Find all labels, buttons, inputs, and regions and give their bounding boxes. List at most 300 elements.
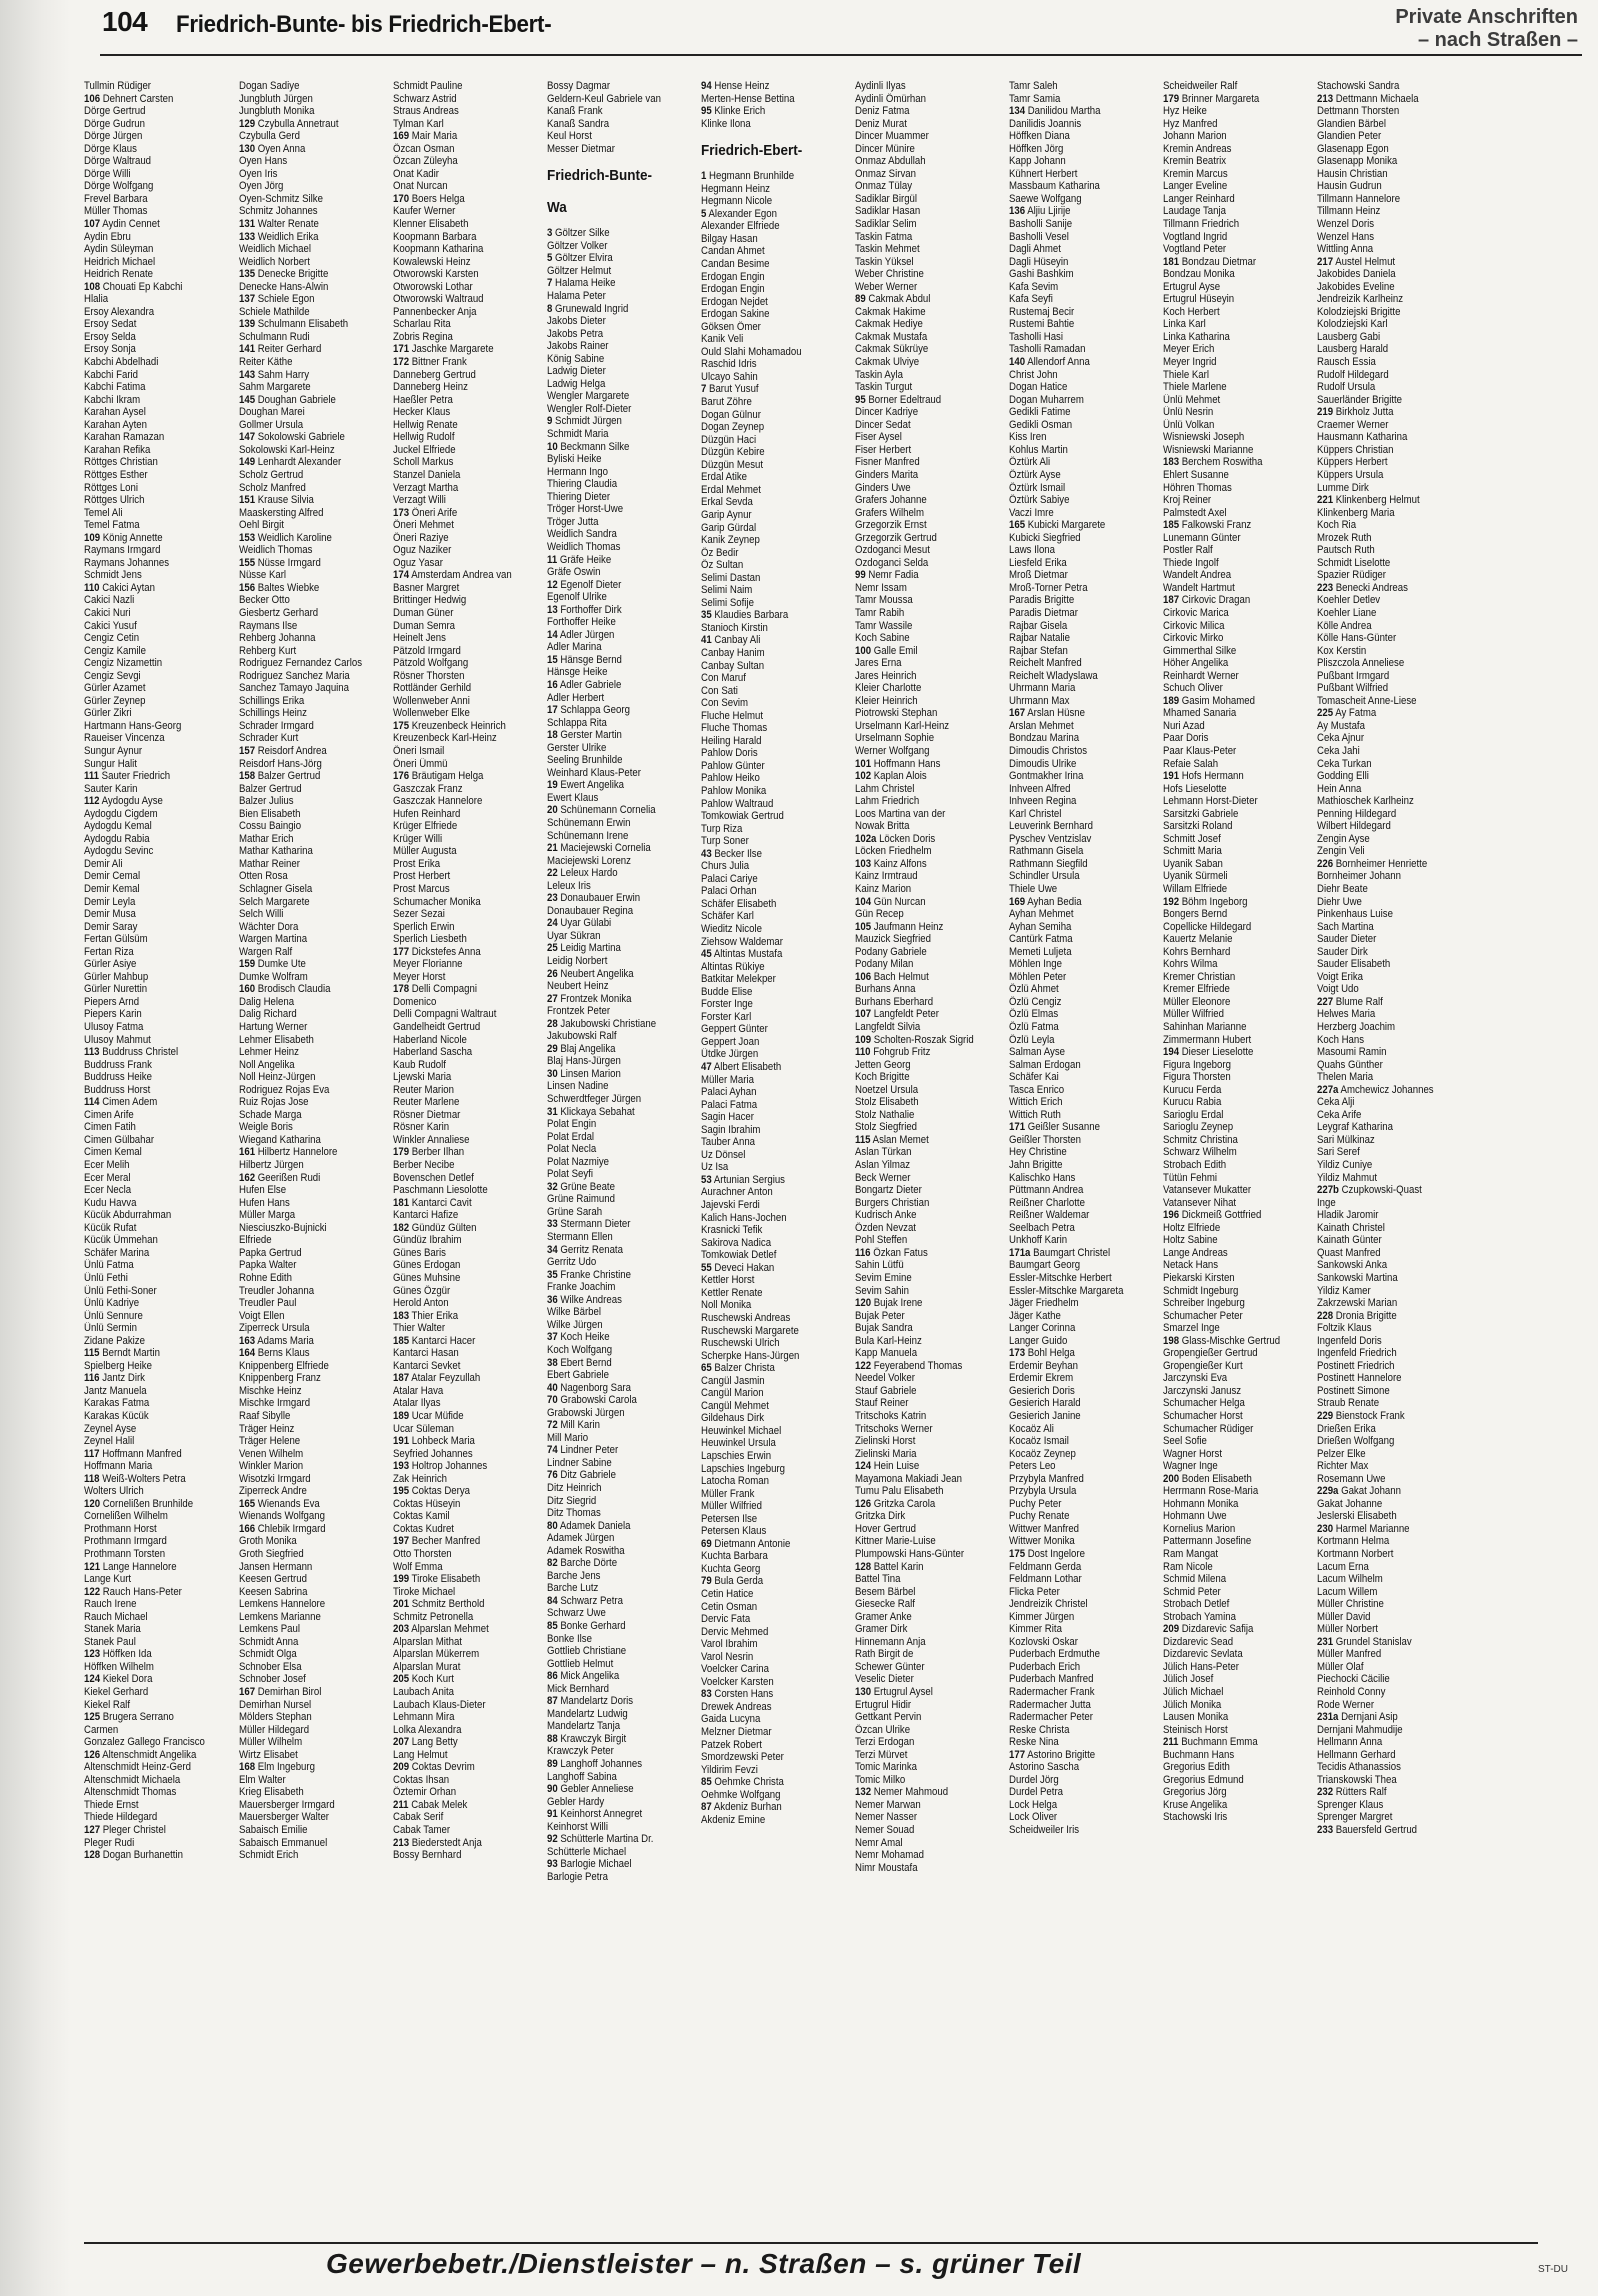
resident-name: Noetzel Ursula xyxy=(855,1083,919,1096)
resident-name: Sadiklar Selim xyxy=(855,218,917,231)
directory-entry xyxy=(1317,607,1455,620)
resident-name: Ram Mangat xyxy=(1163,1547,1219,1560)
resident-name: Weidlich Karoline xyxy=(257,531,332,544)
directory-entry xyxy=(393,180,531,193)
resident-name: Fluche Thomas xyxy=(701,722,768,735)
directory-entry xyxy=(84,1059,222,1072)
directory-entry xyxy=(1163,1372,1301,1385)
directory-entry xyxy=(1317,1811,1455,1824)
directory-entry xyxy=(239,1448,377,1461)
directory-entry xyxy=(855,682,993,695)
directory-entry xyxy=(1163,632,1301,645)
house-number: 147 xyxy=(239,431,256,444)
resident-name: Weber Werner xyxy=(855,280,918,293)
directory-entry xyxy=(547,842,685,855)
house-number: 199 xyxy=(393,1573,410,1586)
resident-name: Denecke Hans-Alwin xyxy=(239,280,329,293)
resident-name: Gramer Anke xyxy=(855,1610,912,1623)
directory-entry xyxy=(1317,1699,1455,1712)
directory-entry xyxy=(239,193,377,206)
directory-entry xyxy=(1009,1385,1147,1398)
house-number: 153 xyxy=(239,531,256,544)
resident-name: Schrader Irmgard xyxy=(239,719,314,732)
directory-entry xyxy=(855,1623,993,1636)
directory-entry xyxy=(1163,507,1301,520)
directory-entry xyxy=(1317,369,1455,382)
resident-name: Becker Otto xyxy=(239,594,290,607)
resident-name: Pyschev Ventzislav xyxy=(1009,832,1092,845)
resident-name: Przybyla Ursula xyxy=(1009,1485,1077,1498)
resident-name: Tamr Saleh xyxy=(1009,80,1058,92)
resident-name: Kanaß Frank xyxy=(547,105,603,118)
resident-name: Mick Angelika xyxy=(560,1670,620,1683)
house-number: 33 xyxy=(547,1218,558,1231)
directory-entry xyxy=(1009,1824,1147,1837)
directory-entry xyxy=(239,544,377,557)
house-number: 233 xyxy=(1317,1824,1334,1837)
resident-name: Alparslan Mükerrem xyxy=(393,1648,480,1661)
directory-entry xyxy=(239,1561,377,1574)
directory-entry xyxy=(239,1786,377,1799)
resident-name: Ünlü Fethi xyxy=(84,1271,128,1284)
directory-entry xyxy=(547,315,685,328)
resident-name: Quahs Günther xyxy=(1317,1058,1383,1071)
house-number: 229 xyxy=(1317,1409,1334,1422)
house-number: 130 xyxy=(855,1686,872,1698)
directory-entry xyxy=(239,896,377,909)
directory-entry xyxy=(239,908,377,921)
resident-name: Jarczynski Eva xyxy=(1163,1372,1228,1385)
directory-entry xyxy=(855,1109,993,1122)
resident-name: Schrader Kurt xyxy=(239,732,299,745)
house-number: 178 xyxy=(393,983,410,996)
directory-entry xyxy=(855,1636,993,1649)
directory-entry xyxy=(393,632,531,645)
resident-name: Otworowski Lothar xyxy=(393,280,473,293)
resident-name: Sauter Karin xyxy=(84,782,138,795)
directory-entry xyxy=(701,1061,839,1074)
resident-name: Cakici Aytan xyxy=(102,581,155,594)
directory-entry xyxy=(855,820,993,833)
directory-entry xyxy=(855,1272,993,1285)
resident-name: Franke Christine xyxy=(560,1268,631,1281)
directory-entry xyxy=(393,1209,531,1222)
resident-name: Dimoudis Ulrike xyxy=(1009,757,1077,770)
directory-entry xyxy=(547,1131,685,1144)
resident-name: Pahlow Doris xyxy=(701,747,758,760)
resident-name: Adler Marina xyxy=(547,641,602,654)
directory-entry xyxy=(547,616,685,629)
directory-entry xyxy=(701,1212,839,1225)
directory-entry xyxy=(547,1582,685,1595)
house-number: 163 xyxy=(239,1334,256,1347)
resident-name: Hlalia xyxy=(84,293,109,306)
resident-name: Latocha Roman xyxy=(701,1475,769,1488)
directory-entry xyxy=(84,1008,222,1021)
directory-entry xyxy=(239,180,377,193)
directory-entry xyxy=(701,346,839,359)
resident-name: Glasenapp Monika xyxy=(1317,155,1398,168)
directory-entry xyxy=(393,1661,531,1674)
directory-entry xyxy=(547,855,685,868)
resident-name: Peters Leo xyxy=(1009,1460,1056,1473)
resident-name: Heiling Harald xyxy=(701,734,762,747)
directory-entry xyxy=(701,848,839,861)
resident-name: Sadiklar Birgül xyxy=(855,192,918,205)
resident-name: Oyen Jörg xyxy=(239,180,284,193)
resident-name: Mick Bernhard xyxy=(547,1682,610,1695)
directory-entry xyxy=(1009,1209,1147,1222)
resident-name: Jakobides Eveline xyxy=(1317,280,1395,293)
resident-name: Reißner Waldemar xyxy=(1009,1209,1090,1222)
directory-entry xyxy=(393,1485,531,1498)
resident-name: Weidlich Michael xyxy=(239,243,312,256)
resident-name: Netack Hans xyxy=(1163,1259,1219,1272)
resident-name: Cakici Nazli xyxy=(84,594,135,607)
directory-entry xyxy=(84,1134,222,1147)
directory-entry xyxy=(1317,1460,1455,1473)
directory-entry xyxy=(547,130,685,143)
directory-entry xyxy=(547,1520,685,1533)
directory-entry xyxy=(84,1724,222,1737)
resident-name: Cakmak Ulviye xyxy=(855,356,920,369)
house-number: 125 xyxy=(84,1711,101,1724)
resident-name: Tumu Palu Elisabeth xyxy=(855,1485,944,1498)
directory-entry xyxy=(701,1601,839,1614)
resident-name: Gün Nurcan xyxy=(873,895,926,908)
resident-name: Zeynel Halil xyxy=(84,1435,135,1448)
directory-entry xyxy=(1317,180,1455,193)
resident-name: Raymans Johannes xyxy=(84,556,170,569)
resident-name: Rathmann Gisela xyxy=(1009,845,1084,858)
directory-entry xyxy=(239,582,377,595)
directory-entry xyxy=(547,1507,685,1520)
directory-entry xyxy=(855,356,993,369)
directory-entry xyxy=(701,183,839,196)
resident-name: Tamr Rabih xyxy=(855,606,905,619)
directory-entry xyxy=(1163,1021,1301,1034)
directory-entry xyxy=(547,1871,685,1884)
directory-entry xyxy=(239,745,377,758)
resident-name: Jakobs Dieter xyxy=(547,315,606,328)
resident-name: Hoffmann Manfred xyxy=(102,1447,182,1460)
resident-name: Öz Bedir xyxy=(701,546,739,559)
directory-entry xyxy=(1009,1247,1147,1260)
resident-name: Kortmann Norbert xyxy=(1317,1547,1394,1560)
resident-name: Kruse Angelika xyxy=(1163,1798,1228,1811)
resident-name: Alparslan Mithat xyxy=(393,1635,462,1648)
resident-name: Yildiz Mahmut xyxy=(1317,1171,1378,1184)
resident-name: Müller Maria xyxy=(701,1073,754,1086)
resident-name: Frontzek Monika xyxy=(560,992,632,1005)
directory-entry xyxy=(1163,1046,1301,1059)
directory-entry xyxy=(547,365,685,378)
resident-name: Stermann Dieter xyxy=(560,1218,631,1231)
street-heading: Friedrich-Ebert- xyxy=(701,142,803,160)
house-number: 176 xyxy=(393,770,410,783)
resident-name: Müller Wilhelm xyxy=(239,1736,303,1749)
resident-name: Urselmann Sophie xyxy=(855,732,935,745)
resident-name: Stermann Ellen xyxy=(547,1231,613,1244)
house-number: 130 xyxy=(239,142,256,155)
resident-name: Selch Margarete xyxy=(239,895,310,908)
resident-name: Aydogdu Cigdem xyxy=(84,807,158,820)
resident-name: Linka Katharina xyxy=(1163,330,1230,343)
resident-name: Ewert Klaus xyxy=(547,791,599,804)
house-number: 126 xyxy=(84,1748,101,1761)
directory-entry xyxy=(84,544,222,557)
resident-name: Sarsitzki Roland xyxy=(1163,820,1233,833)
directory-entry xyxy=(1009,1636,1147,1649)
resident-name: Sach Martina xyxy=(1317,920,1374,933)
house-number: 191 xyxy=(393,1435,410,1448)
resident-name: Dettmann Thorsten xyxy=(1317,105,1400,118)
directory-entry xyxy=(393,205,531,218)
resident-name: Czybulla Gerd xyxy=(239,130,300,143)
resident-name: Tamr Moussa xyxy=(855,594,913,607)
directory-entry xyxy=(1317,1724,1455,1737)
resident-name: Winkler Annaliese xyxy=(393,1133,470,1146)
house-number: 223 xyxy=(1317,581,1334,594)
resident-name: Schmitt Maria xyxy=(1163,845,1222,858)
resident-name: Con Sati xyxy=(701,684,738,697)
house-number: 193 xyxy=(393,1460,410,1473)
directory-entry xyxy=(1317,695,1455,708)
house-number: 19 xyxy=(547,779,558,792)
directory-entry xyxy=(1317,1686,1455,1699)
resident-name: Kabchi Abdelhadi xyxy=(84,356,159,369)
footer-code: ST-DU xyxy=(1538,2264,1568,2275)
directory-entry xyxy=(84,783,222,796)
directory-entry xyxy=(84,996,222,1009)
directory-entry xyxy=(855,1071,993,1084)
house-number: 16 xyxy=(547,678,558,691)
directory-entry xyxy=(547,528,685,541)
directory-entry xyxy=(701,973,839,986)
resident-name: Müller Marga xyxy=(239,1209,296,1222)
resident-name: Lemkens Paul xyxy=(239,1623,300,1636)
directory-entry xyxy=(547,378,685,391)
directory-entry xyxy=(1317,896,1455,909)
directory-entry xyxy=(855,1059,993,1072)
resident-name: Kanik Veli xyxy=(701,333,744,346)
directory-entry xyxy=(1009,1523,1147,1536)
resident-name: Kurucu Rabia xyxy=(1163,1096,1222,1109)
directory-entry xyxy=(855,168,993,181)
directory-column xyxy=(1009,80,1169,2230)
resident-name: Raymans Ilse xyxy=(239,619,298,632)
directory-entry xyxy=(701,1387,839,1400)
directory-entry xyxy=(1009,1811,1147,1824)
resident-name: Heuwinkel Ursula xyxy=(701,1437,776,1450)
resident-name: Ziperreck Ursula xyxy=(239,1322,310,1335)
resident-name: Con Sevim xyxy=(701,697,749,710)
directory-entry xyxy=(855,1347,993,1360)
directory-entry xyxy=(547,340,685,353)
resident-name: Schumacher Horst xyxy=(1163,1409,1243,1422)
directory-entry xyxy=(393,1586,531,1599)
resident-name: Stolz Siegfried xyxy=(855,1121,918,1134)
resident-name: Aydinli Ömürhan xyxy=(855,92,926,105)
house-number: 183 xyxy=(1163,456,1180,469)
house-number: 181 xyxy=(393,1196,410,1209)
house-number: 35 xyxy=(547,1268,558,1281)
directory-entry xyxy=(701,785,839,798)
directory-entry xyxy=(239,1611,377,1624)
resident-name: Aydin Ebru xyxy=(84,230,131,243)
resident-name: Jares Heinrich xyxy=(855,669,917,682)
directory-entry xyxy=(393,419,531,432)
directory-entry xyxy=(1009,1573,1147,1586)
resident-name: Gregorius Edith xyxy=(1163,1761,1230,1774)
resident-name: Grafers Wilhelm xyxy=(855,506,924,519)
house-number: 14 xyxy=(547,628,558,641)
directory-entry xyxy=(393,971,531,984)
directory-entry xyxy=(1009,1084,1147,1097)
resident-name: Noll Heinz-Jürgen xyxy=(239,1071,316,1084)
directory-entry xyxy=(1317,1673,1455,1686)
resident-name: Sarioglu Zeynep xyxy=(1163,1121,1234,1134)
house-number: 228 xyxy=(1317,1309,1334,1322)
directory-entry xyxy=(1163,444,1301,457)
directory-entry xyxy=(547,1269,685,1282)
resident-name: Duman Semra xyxy=(393,619,456,632)
directory-entry xyxy=(84,356,222,369)
house-number: 45 xyxy=(701,948,712,961)
resident-name: Urselmann Karl-Heinz xyxy=(855,719,950,732)
resident-name: Lausberg Gabi xyxy=(1317,330,1381,343)
directory-entry xyxy=(239,983,377,996)
resident-name: Forster Karl xyxy=(701,1010,752,1023)
house-number: 155 xyxy=(239,556,256,569)
directory-entry xyxy=(1163,1673,1301,1686)
directory-entry xyxy=(855,858,993,871)
resident-name: Pannenbecker Anja xyxy=(393,305,477,318)
directory-entry xyxy=(547,779,685,792)
directory-entry xyxy=(855,1573,993,1586)
resident-name: Özlü Cengiz xyxy=(1009,995,1062,1008)
directory-entry xyxy=(1009,1761,1147,1774)
resident-name: Inhveen Regina xyxy=(1009,795,1077,808)
resident-name: Noll Angelika xyxy=(239,1058,295,1071)
resident-name: Lindner Peter xyxy=(560,1444,619,1457)
resident-name: Corsten Hans xyxy=(714,1688,774,1701)
resident-name: Ünlü Nesrin xyxy=(1163,406,1214,419)
house-number: 194 xyxy=(1163,1046,1180,1059)
resident-name: Schünemann Cornelia xyxy=(560,804,656,817)
directory-entry xyxy=(393,1335,531,1348)
resident-name: Krawczyk Peter xyxy=(547,1745,614,1758)
directory-entry xyxy=(1163,1774,1301,1787)
resident-name: Kocaöz Zeynep xyxy=(1009,1447,1076,1460)
resident-name: Berns Klaus xyxy=(257,1347,310,1360)
resident-name: Besem Bärbel xyxy=(855,1585,916,1598)
resident-name: Meyer Horst xyxy=(393,970,446,983)
resident-name: Otto Thorsten xyxy=(393,1547,452,1560)
resident-name: Sungur Aynur xyxy=(84,744,143,757)
resident-name: Gropengießer Gertrud xyxy=(1163,1347,1258,1360)
directory-entry xyxy=(855,80,993,93)
resident-name: Geppert Joan xyxy=(701,1035,760,1048)
house-number: 229a xyxy=(1317,1485,1339,1498)
directory-entry xyxy=(701,421,839,434)
resident-name: Meyer Ingrid xyxy=(1163,356,1217,369)
directory-entry xyxy=(855,456,993,469)
resident-name: Zielinski Maria xyxy=(855,1447,917,1460)
directory-entry xyxy=(84,1523,222,1536)
resident-name: Seyfried Johannes xyxy=(393,1447,473,1460)
resident-name: Lemkens Marianne xyxy=(239,1610,321,1623)
directory-entry xyxy=(239,657,377,670)
directory-entry xyxy=(855,155,993,168)
resident-name: Wilke Andreas xyxy=(560,1293,622,1306)
resident-name: Kühnert Herbert xyxy=(1009,167,1078,180)
resident-name: Mayamona Makiadi Jean xyxy=(855,1472,962,1485)
directory-entry xyxy=(1009,657,1147,670)
resident-name: Kudrisch Anke xyxy=(855,1209,917,1222)
house-number: 151 xyxy=(239,494,256,507)
directory-entry xyxy=(393,1222,531,1235)
directory-entry xyxy=(239,1360,377,1373)
directory-entry xyxy=(547,1369,685,1382)
directory-entry xyxy=(1009,1222,1147,1235)
resident-name: Wächter Dora xyxy=(239,920,299,933)
house-number: 115 xyxy=(855,1133,871,1146)
resident-name: Groth Monika xyxy=(239,1535,297,1548)
directory-entry xyxy=(701,258,839,271)
resident-name: Aljiu Ljirije xyxy=(1027,205,1071,218)
resident-name: Rathmann Siegfild xyxy=(1009,857,1088,870)
directory-entry xyxy=(393,494,531,507)
directory-entry xyxy=(1009,105,1147,118)
resident-name: Laudage Tanja xyxy=(1163,205,1226,218)
resident-name: Gritzka Carola xyxy=(873,1497,936,1510)
directory-entry xyxy=(1009,908,1147,921)
resident-name: Mölders Stephan xyxy=(239,1711,312,1724)
directory-entry xyxy=(701,471,839,484)
resident-name: Ucar Müfide xyxy=(411,1409,464,1422)
house-number: 145 xyxy=(239,393,256,406)
resident-name: Ersoy Sedat xyxy=(84,318,137,331)
house-number: 72 xyxy=(547,1419,558,1432)
resident-name: Refaie Salah xyxy=(1163,757,1219,770)
directory-entry xyxy=(855,205,993,218)
directory-entry xyxy=(1163,143,1301,156)
directory-entry xyxy=(1163,331,1301,344)
house-number: 102 xyxy=(855,770,872,783)
directory-entry xyxy=(1009,381,1147,394)
directory-entry xyxy=(1163,544,1301,557)
directory-entry xyxy=(547,453,685,466)
directory-entry xyxy=(1317,1448,1455,1461)
directory-entry xyxy=(701,572,839,585)
resident-name: Czupkowski-Quast xyxy=(1341,1184,1422,1197)
resident-name: Klinkenberg Maria xyxy=(1317,506,1395,519)
directory-entry xyxy=(393,607,531,620)
header-rule xyxy=(100,54,1582,56)
resident-name: Bondzau Dietmar xyxy=(1181,255,1257,268)
resident-name: Danneberg Heinz xyxy=(393,381,468,394)
resident-name: Voigt Ellen xyxy=(239,1309,285,1322)
directory-entry xyxy=(1163,419,1301,432)
directory-entry xyxy=(84,1259,222,1272)
resident-name: Bongers Bernd xyxy=(1163,908,1228,921)
directory-entry xyxy=(1009,1134,1147,1147)
resident-name: Paradis Dietmar xyxy=(1009,606,1078,619)
resident-name: Seel Sofie xyxy=(1163,1435,1207,1448)
resident-name: Ayhan Mehmet xyxy=(1009,908,1074,921)
directory-entry xyxy=(547,579,685,592)
